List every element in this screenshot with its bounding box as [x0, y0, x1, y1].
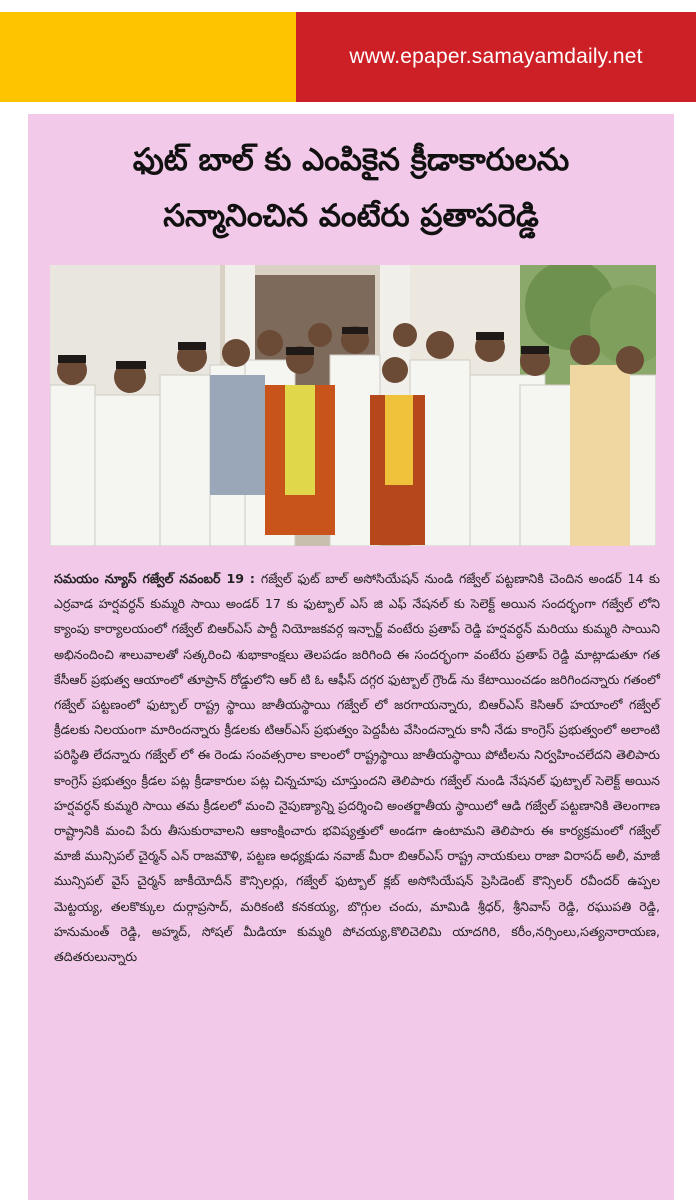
article-text: గజ్వేల్ ఫుట్ బాల్ అసోసియేషన్ నుండి గజ్వేల్ పట్టణానికి చెందిన అండర్ 14 కు ఎర్రవాడ హర్షవర్ధన్ కుమ్మరి సాయి అండర్ 17 కు ఫుట్బాల్ ఎస్ జి ఎఫ్ నేషనల్ కు సెలెక్ట్ అయిన సందర్భంగా గజ్వేల్ లోని క్యాంపు కార్యాలయంలో గజ్వేల్ బిఆర్ఎస్ పార్టీ నియోజకవర్గ ఇన్చార్జ్ వంటేరు ప్రతాప్ రెడ్డి హర్షవర్ధన్ మరియు కుమ్మరి సాయిని అభినందించి శాలువాలతో సత్కరించి శుభాకాంక్షలు తెలపడం జరిగింది ఈ సందర్భంగా వంటేరు ప్రతాప్ రెడ్డి మాట్లాడుతూ గత కేసీఆర్ ప్రభుత్వ ఆయాంలో తూప్రాన్ రోడ్డులోని ఆర్ టి ఓ ఆఫీస్ దగ్గర ఫుట్బాల్ గ్రౌండ్ ను కేటాయించడం జరిగిందన్నారు గతంలో గజ్వేల్ పట్టణంలో ఫుట్బాల్ రాష్ట్ర స్థాయి జాతీయస్థాయి గజ్వేల్ లో జరగాయన్నారు, బిఆర్ఎస్ కెసిఆర్ హయాంలో గజ్వేల్ క్రీడలకు నిలయంగా మారిందన్నారు క్రీడలకు టిఆర్ఎస్ ప్రభుత్వం పెద్దపీట వేసిందన్నారు కానీ నేడు కాంగ్రెస్ ప్రభుత్వంలో అలాంటి పరిస్థితి లేదన్నారు గజ్వేల్ లో ఈ రెండు సంవత్సరాల కాలంలో రాష్ట్రస్థాయి జాతీయస్థాయి పోటీలను నిర్వహించలేదని తెలిపారు కాంగ్రెస్ ప్రభుత్వం క్రీడల పట్ల క్రీడాకారుల పట్ల చిన్నచూపు చూస్తుందని తెలిపారు గజ్వేల్ నుండి నేషనల్ ఫుట్బాల్ సెలెక్ట్ అయిన హర్షవర్ధన్ కుమ్మరి సాయి తమ క్రీడలలో మంచి నైపుణ్యాన్ని ప్రదర్శించి అంతర్జాతీయ స్థాయిలో ఆడి గజ్వేల్ పట్టణానికి తెలంగాణ రాష్ట్రానికి మంచి పేరు తీసుకురావాలని ఆకాంక్షించారు భవిష్యత్తులో అండగా ఉంటామని తెలిపారు ఈ కార్యక్రమంలో గజ్వేల్ మాజీ మున్సిపల్ చైర్మన్ ఎన్ రాజమౌళి, పట్టణ అధ్యక్షుడు నవాజ్ మీరా బిఆర్ఎస్ రాష్ట్ర నాయకులు రాజా విరాసద్ అలీ, మాజీ మున్సిపల్ వైస్ చైర్మన్ జాకీయోదీన్ కౌన్సిలర్లు, గజ్వేల్ ఫుట్బాల్ క్లబ్ అసోసియేషన్ ప్రెసిడెంట్ కౌన్సిలర్ రవీందర్ ఉప్పల మెట్టయ్య, తలకొక్కుల దుర్గాప్రసాద్, మరికంటి కనకయ్య, బొగ్గుల చందు, మామిడి శ్రీధర్, శ్రీనివాస్ రెడ్డి, రఘుపతి రెడ్డి, హనుమంత్ రెడ్డి, అహ్మద్, సోషల్ మీడియా కుమ్మరి పోచయ్య,కొలిచెలిమి యాదగిరి, కరీం,నర్సింలు,సత్యనారాయణ, తదితరులున్నారు	[54, 571, 660, 965]
group-photo-icon	[50, 265, 656, 546]
headline-line-1: ఫుట్ బాల్ కు ఎంపికైన క్రీడాకారులను	[132, 142, 570, 178]
headline-line-2: సన్మానించిన వంటేరు ప్రతాపరెడ్డి	[163, 198, 539, 234]
epaper-url[interactable]: www.epaper.samayamdaily.net	[349, 45, 643, 68]
masthead-yellow-band	[0, 12, 296, 102]
group-photo	[50, 265, 656, 546]
masthead-red-band	[296, 12, 696, 102]
article-dateline: సమయం న్యూస్ గజ్వేల్ నవంబర్ 19 :	[54, 571, 261, 586]
masthead-bar	[0, 12, 696, 102]
article-body	[54, 566, 660, 969]
headline	[28, 132, 674, 244]
article-panel	[28, 114, 674, 1200]
